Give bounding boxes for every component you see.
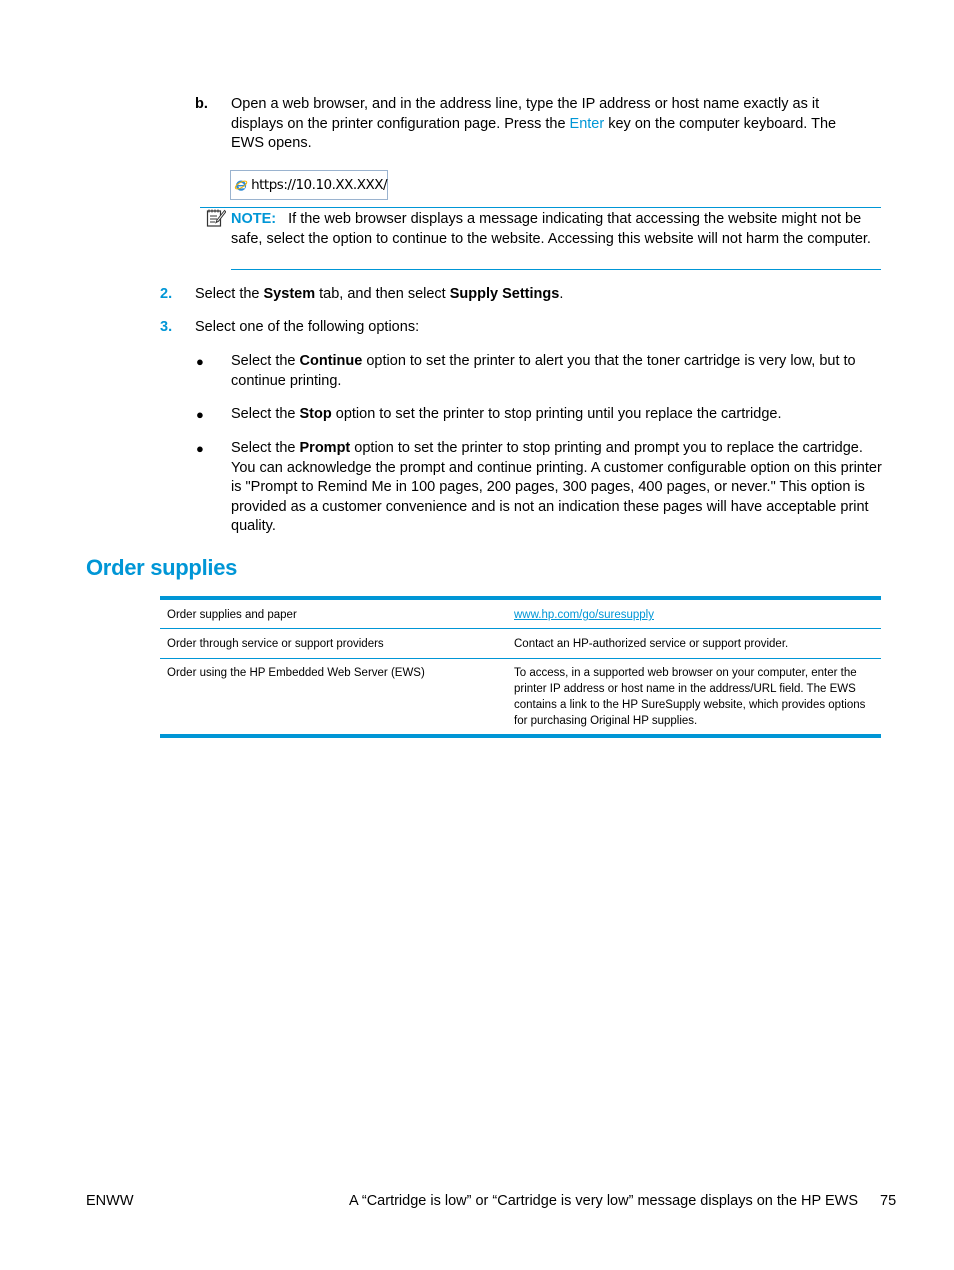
note-body: If the web browser displays a message indicating that accessing the website might not be safe, select the option to continue to the website. Accessing this website will not harm the computer. (231, 211, 871, 247)
bullet-stop-post: option to set the printer to stop printing until you replace the cartridge. (331, 406, 782, 422)
note-top-rule (200, 207, 881, 208)
step-2-mid: tab, and then select (315, 286, 450, 302)
bullet-icon: ● (196, 354, 204, 369)
note-bottom-rule (231, 269, 881, 270)
order-supplies-table (160, 596, 881, 738)
note-label: NOTE: (231, 211, 277, 227)
page-number: 75 (880, 1193, 897, 1209)
table-cell-label: Order through service or support providers (167, 637, 384, 650)
bullet-prompt (231, 439, 883, 537)
supply-settings-label: Supply Settings (449, 286, 560, 302)
step-b-text-part2: key on the computer keyboard. The EWS opens. (231, 115, 837, 151)
bullet-icon: ● (196, 441, 204, 456)
bullet-continue-post: option to set the printer to alert you that the toner cartridge is very low, but to continue printing. (231, 353, 856, 389)
bullet-prompt-post: option to set the printer to stop printing and prompt you to replace the cartridge. You can acknowledge the prompt and continue printing. A customer configurable option on this printer is "Prompt to Remind Me in 100 pages, 200 pages, 300 pages, 400 pages, or never." This option is provided as a customer convenience and is not an indication these pages will have acceptable print quality. (231, 440, 882, 534)
step-b-marker: b. (195, 96, 208, 112)
table-cell-value: Contact an HP-authorized service or support provider. (514, 637, 789, 650)
step-b-text (231, 95, 871, 154)
table-row (160, 628, 881, 658)
table-cell-value (507, 598, 881, 628)
note-icon (206, 208, 226, 228)
suresupply-link[interactable]: www.hp.com/go/suresupply (514, 609, 654, 621)
step-b-text-part1: Open a web browser, and in the address line, type the IP address or host name exactly as it displays on the printer configuration page. Press the (231, 96, 820, 132)
bullet-stop (231, 405, 883, 425)
footer-left: ENWW (86, 1193, 134, 1209)
table-row (160, 598, 881, 628)
step-3-number: 3. (160, 319, 173, 335)
table-cell-label: Order using the HP Embedded Web Server (EWS) (167, 666, 425, 679)
note-text (231, 210, 883, 249)
system-tab-label: System (263, 286, 316, 302)
bullet-prompt-pre: Select the (231, 440, 300, 456)
stop-option-label: Stop (299, 406, 332, 422)
bullet-continue (231, 352, 883, 391)
prompt-option-label: Prompt (299, 440, 351, 456)
address-url: https://10.10.XX.XXX/ (251, 177, 387, 193)
table-cell-value: To access, in a supported web browser on your computer, enter the printer IP address or host name in the address/URL field. The EWS contains a link to the HP SureSupply website, which provides options for purchasing Original HP supplies. (514, 666, 866, 727)
step-2-pre: Select the (195, 286, 264, 302)
order-supplies-heading: Order supplies (86, 555, 238, 580)
enter-key-label: Enter (569, 115, 605, 132)
step-2-text (195, 285, 563, 305)
table-row (160, 658, 881, 736)
step-3-text: Select one of the following options: (195, 319, 420, 335)
bullet-icon: ● (196, 407, 204, 422)
internet-explorer-icon (234, 174, 248, 196)
step-2-number: 2. (160, 286, 173, 302)
bullet-stop-pre: Select the (231, 406, 300, 422)
step-2-post: . (559, 286, 564, 302)
continue-option-label: Continue (299, 353, 363, 369)
bullet-continue-pre: Select the (231, 353, 300, 369)
address-bar-illustration (230, 170, 388, 200)
table-cell-label: Order supplies and paper (167, 609, 297, 621)
footer-title: A “Cartridge is low” or “Cartridge is very low” message displays on the HP EWS (348, 1193, 858, 1209)
